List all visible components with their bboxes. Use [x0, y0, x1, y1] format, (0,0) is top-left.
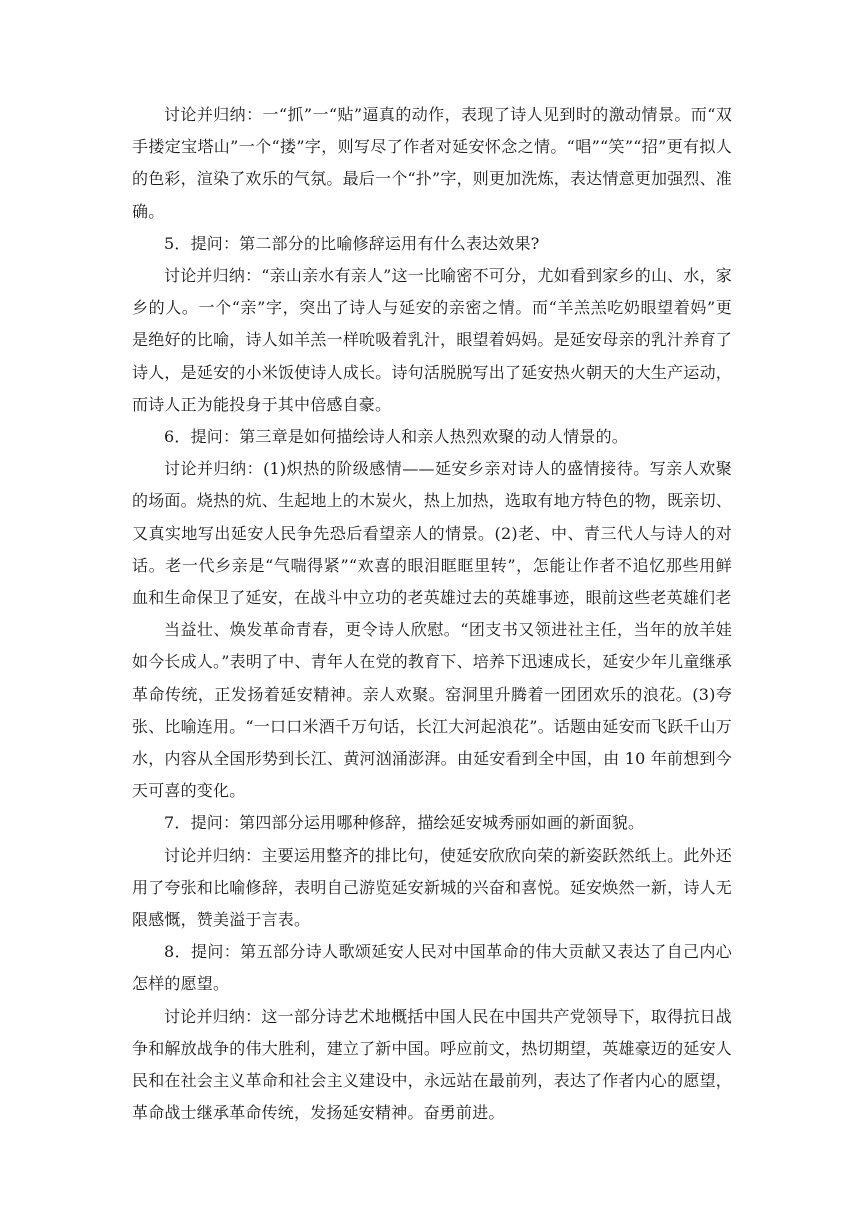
paragraph-discussion-parallelism: 讨论并归纳：主要运用整齐的排比句，使延安欣欣向荣的新姿跃然纸上。此外还用了夸张和比喻修辞，表明自己游览延安新城的兴奋和喜悦。延安焕然一新，诗人无限感慨，赞美溢于言表。 — [132, 845, 732, 930]
paragraph-discussion-verbs: 讨论并归纳：一“抓”一“贴”逼真的动作，表现了诗人见到时的激动情景。而“双手搂定宝塔山”一个“搂”字，则写尽了作者对延安怀念之情。“唱”“笑”“招”更有拟人的色彩，渲染了欢乐的气氛。最后一个“扑”字，则更加洗炼，表达情意更加强烈、准确。 — [132, 105, 732, 221]
paragraph-discussion-reunion: 讨论并归纳：(1)炽热的阶级感情——延安乡亲对诗人的盛情接待。写亲人欢聚的场面。烧热的炕、生起地上的木炭火，热上加热，选取有地方特色的物，既亲切、又真实地写出延安人民争先恐后看望亲人的情景。(2)老、中、青三代人与诗人的对话。老一代乡亲是“气喘得紧”“欢喜的眼泪眶眶里转”，怎能让作者不追忆那些用鲜血和生命保卫了延安，在战斗中立功的老英雄过去的英雄事迹，眼前这些老英雄们老 — [132, 459, 732, 608]
paragraph-discussion-reunion-cont: 当益壮、焕发革命青春，更令诗人欣慰。“团支书又领进社主任，当年的放羊娃如今长成人。”表明了中、青年人在党的教育下、培养下迅速成长，延安少年儿童继承革命传统，正发扬着延安精神。亲人欢聚。窑洞里升腾着一团团欢乐的浪花。(3)夸张、比喻连用。“一口口米酒千万句话，长江大河起浪花”。话题由延安而飞跃千山万水，内容从全国形势到长江、黄河汹涌澎湃。由延安看到全中国，由 10 年前想到今天可喜的变化。 — [132, 620, 732, 801]
paragraph-question-7: 7．提问：第四部分运用哪种修辞，描绘延安城秀丽如画的新面貌。 — [164, 813, 645, 833]
paragraph-discussion-metaphor: 讨论并归纳：“亲山亲水有亲人”这一比喻密不可分，尤如看到家乡的山、水，家乡的人。一个“亲”字，突出了诗人与延安的亲密之情。而“羊羔羔吃奶眼望着妈”更是绝好的比喻，诗人如羊羔一样吮吸着乳汁，眼望着妈妈。是延安母亲的乳汁养育了诗人，是延安的小米饭使诗人成长。诗句活脱脱写出了延安热火朝天的大生产运动，而诗人正为能投身于其中倍感自豪。 — [132, 266, 732, 414]
paragraph-question-5: 5．提问：第二部分的比喻修辞运用有什么表达效果? — [164, 233, 540, 253]
paragraph-question-6: 6．提问：第三章是如何描绘诗人和亲人热烈欢聚的动人情景的。 — [164, 427, 628, 447]
paragraph-discussion-part-five: 讨论并归纳：这一部分诗艺术地概括中国人民在中国共产党领导下，取得抗日战争和解放战争的伟大胜利，建立了新中国。呼应前文，热切期望，英雄豪迈的延安人民和在社会主义革命和社会主义建设中，永远站在最前列，表达了作者内心的愿望，革命战士继承革命传统，发扬延安精神。奋勇前进。 — [132, 1006, 732, 1123]
paragraph-question-8: 8．提问：第五部分诗人歌颂延安人民对中国革命的伟大贡献又表达了自己内心怎样的愿望。 — [132, 942, 732, 994]
document-body — [132, 99, 732, 1130]
